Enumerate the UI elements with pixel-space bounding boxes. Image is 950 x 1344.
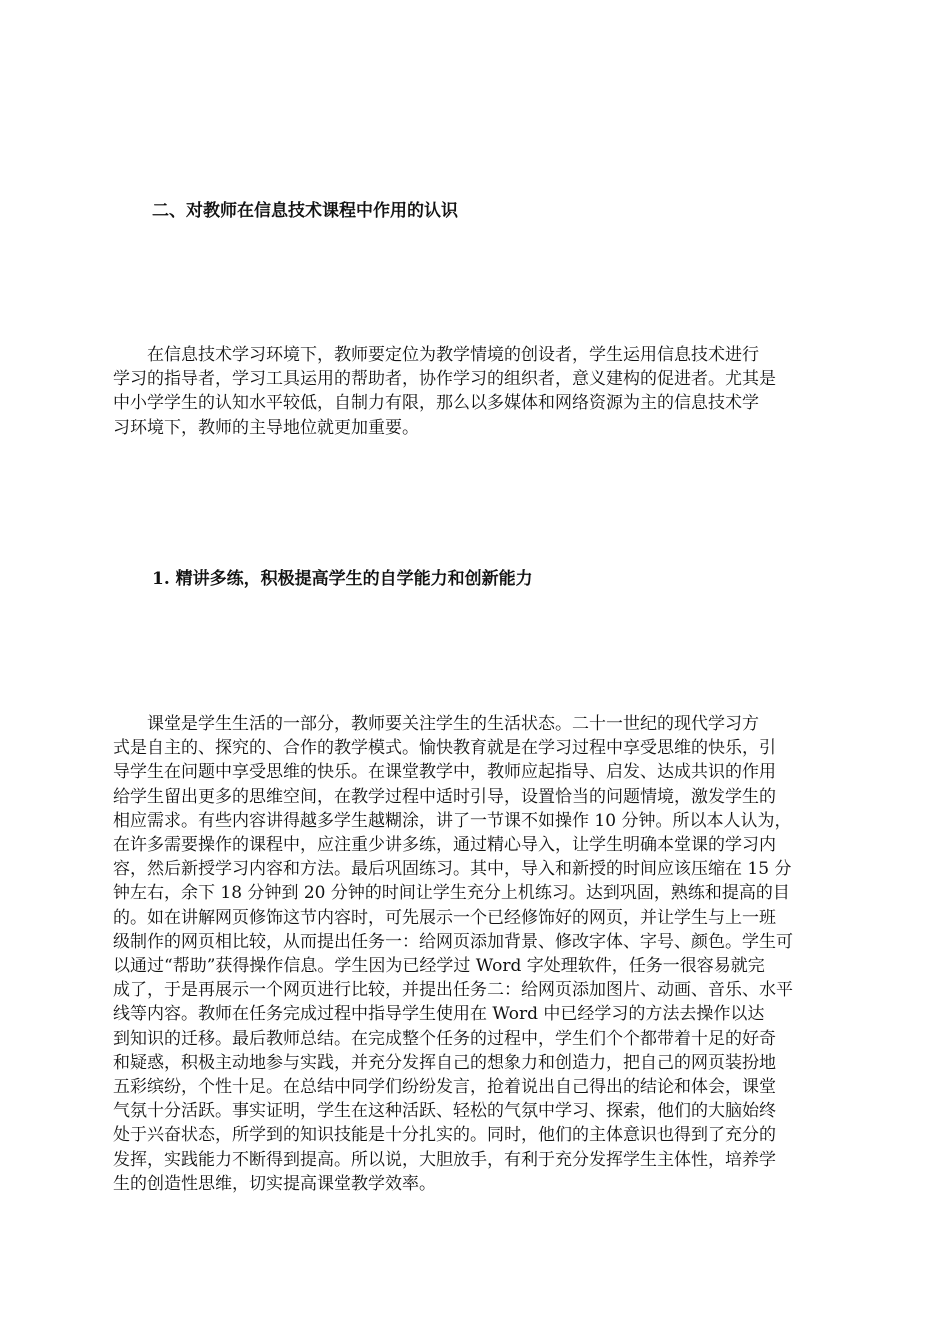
paragraph-line: 以通过“帮助”获得操作信息。学生因为已经学过 Word 字处理软件，任务一很容易就完 xyxy=(113,956,765,977)
paragraph-line: 中小学学生的认知水平较低，自制力有限，那么以多媒体和网络资源为主的信息技术学 xyxy=(113,393,759,414)
paragraph-line: 在信息技术学习环境下，教师要定位为教学情境的创设者，学生运用信息技术进行 xyxy=(113,345,759,365)
paragraph-line: 的。如在讲解网页修饰这节内容时，可先展示一个已经修饰好的网页，并让学生与上一班 xyxy=(113,907,776,928)
paragraph-line: 相应需求。有些内容讲得越多学生越糊涂，讲了一节课不如操作 10 分钟。所以本人认为， xyxy=(113,810,792,831)
paragraph-line: 学习的指导者，学习工具运用的帮助者，协作学习的组织者，意义建构的促进者。尤其是 xyxy=(113,369,776,390)
section-heading: 二、对教师在信息技术课程中作用的认识 xyxy=(152,201,458,221)
paragraph-line: 习环境下，教师的主导地位就更加重要。 xyxy=(113,417,419,438)
paragraph-line: 和疑惑，积极主动地参与实践，并充分发挥自己的想象力和创造力，把自己的网页装扮地 xyxy=(113,1052,776,1073)
paragraph-line: 式是自主的、探究的、合作的教学模式。愉快教育就是在学习过程中享受思维的快乐，引 xyxy=(113,738,776,759)
paragraph-line: 发挥，实践能力不断得到提高。所以说，大胆放手，有利于充分发挥学生主体性，培养学 xyxy=(113,1149,776,1170)
paragraph-line: 生的创造性思维，切实提高课堂教学效率。 xyxy=(113,1173,436,1194)
paragraph-classroom xyxy=(113,712,841,1196)
paragraph-line: 处于兴奋状态，所学到的知识技能是十分扎实的。同时，他们的主体意识也得到了充分的 xyxy=(113,1125,776,1146)
subheading: 1. 精讲多练，积极提高学生的自学能力和创新能力 xyxy=(152,569,533,589)
paragraph-line: 到知识的迁移。最后教师总结。在完成整个任务的过程中，学生们个个都带着十足的好奇 xyxy=(113,1028,776,1049)
paragraph-line: 容，然后新授学习内容和方法。最后巩固练习。其中，导入和新授的时间应该压缩在 15 分 xyxy=(113,859,792,880)
paragraph-line: 在许多需要操作的课程中，应注重少讲多练，通过精心导入，让学生明确本堂课的学习内 xyxy=(113,835,776,856)
paragraph-teacher-role xyxy=(113,343,841,440)
paragraph-line: 给学生留出更多的思维空间，在教学过程中适时引导，设置恰当的问题情境，激发学生的 xyxy=(113,786,776,807)
paragraph-line: 导学生在问题中享受思维的快乐。在课堂教学中，教师应起指导、启发、达成共识的作用 xyxy=(113,762,776,783)
paragraph-line: 钟左右，余下 18 分钟到 20 分钟的时间让学生充分上机练习。达到巩固，熟练和提高的目 xyxy=(113,883,790,904)
paragraph-line: 成了，于是再展示一个网页进行比较，并提出任务二：给网页添加图片、动画、音乐、水平 xyxy=(113,980,793,1001)
paragraph-line: 课堂是学生生活的一部分，教师要关注学生的生活状态。二十一世纪的现代学习方 xyxy=(113,714,759,734)
paragraph-line: 线等内容。教师在任务完成过程中指导学生使用在 Word 中已经学习的方法去操作以达 xyxy=(113,1004,765,1025)
paragraph-line: 五彩缤纷，个性十足。在总结中同学们纷纷发言，抢着说出自己得出的结论和体会，课堂 xyxy=(113,1077,776,1098)
paragraph-line: 气氛十分活跃。事实证明，学生在这种活跃、轻松的气氛中学习、探索，他们的大脑始终 xyxy=(113,1101,776,1122)
paragraph-line: 级制作的网页相比较，从而提出任务一：给网页添加背景、修改字体、字号、颜色。学生可 xyxy=(113,931,793,952)
